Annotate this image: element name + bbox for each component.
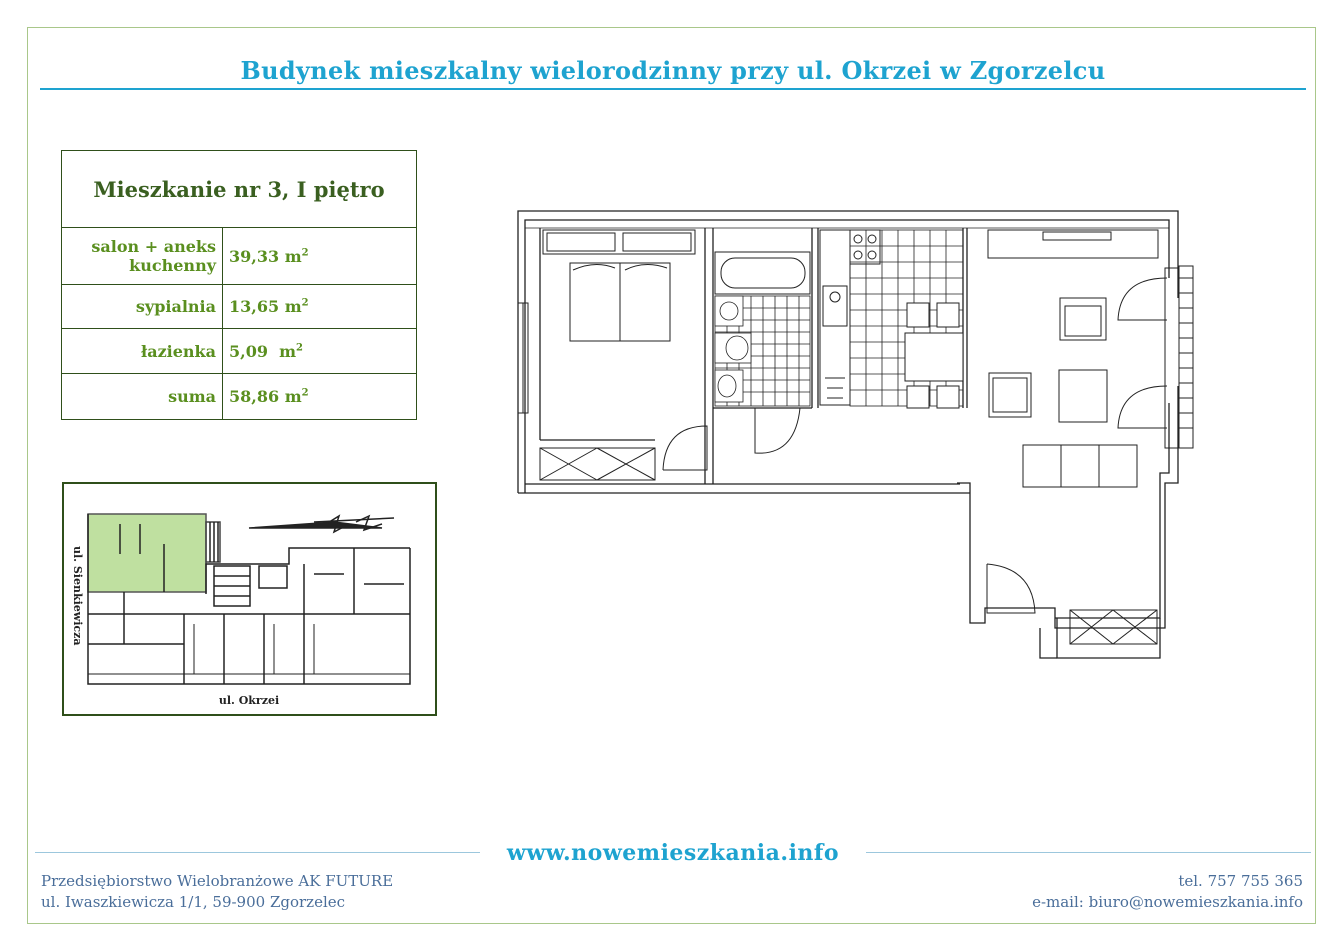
room-label-lazienka: łazienka	[62, 329, 223, 374]
street-left-label: ul. Sienkiewicza	[71, 546, 84, 646]
bathroom-tiles	[715, 296, 810, 406]
footer-rule-right	[866, 852, 1311, 853]
phone-number: tel. 757 755 365	[1178, 872, 1303, 890]
email-address[interactable]: e-mail: biuro@nowemieszkania.info	[1032, 893, 1303, 911]
total-label: suma	[62, 374, 223, 420]
door-bathroom	[755, 408, 800, 453]
room-value-salon: 39,33 $m^2$	[223, 228, 417, 285]
table-header-row	[62, 151, 417, 228]
site-plan-drawing	[64, 484, 435, 714]
coffee-table	[1059, 370, 1107, 422]
street-bottom-label: ul. Okrzei	[218, 694, 280, 707]
table-row	[62, 329, 417, 374]
table-row	[62, 374, 417, 420]
dining-table	[905, 303, 963, 408]
room-label-sypialnia: sypialnia	[62, 285, 223, 329]
table-row	[62, 285, 417, 329]
company-name: Przedsiębiorstwo Wielobranżowe AK FUTURE	[41, 872, 394, 890]
area-table	[61, 150, 417, 420]
room-value-sypialnia: 13,65 $m^2$	[223, 285, 417, 329]
kitchen-counter	[820, 230, 850, 405]
title-rule	[40, 88, 1306, 90]
wardrobe	[540, 448, 655, 480]
door-terrace	[1118, 268, 1179, 448]
terrace	[1179, 266, 1193, 448]
footer-rule-left	[35, 852, 480, 853]
site-plan	[62, 482, 437, 716]
cooktop	[850, 230, 880, 264]
armchair-top	[1060, 298, 1106, 340]
company-address: ul. Iwaszkiewicza 1/1, 59-900 Zgorzelec	[41, 893, 346, 911]
total-value: 58,86 $m^2$	[223, 374, 417, 420]
page-title: Budynek mieszkalny wielorodzinny przy ul. Okrzei w Zgorzelcu	[240, 56, 1106, 85]
bed	[543, 230, 695, 341]
door-bedroom	[663, 426, 707, 470]
living-cabinet	[988, 230, 1158, 258]
bathtub	[715, 252, 810, 294]
entrance-wardrobe	[1070, 610, 1157, 644]
room-label-salon: salon + aneks kuchenny	[62, 228, 223, 285]
table-row	[62, 228, 417, 285]
highlighted-apartment	[88, 514, 206, 592]
door-entrance	[987, 564, 1035, 613]
floor-plan	[515, 208, 1195, 668]
room-value-lazienka: 5,09 $m^2$	[223, 329, 417, 374]
north-arrow	[249, 516, 394, 532]
outer-walls	[518, 211, 1178, 658]
armchair-left	[989, 373, 1031, 417]
website-link[interactable]: www.nowemieszkania.info	[506, 840, 840, 866]
sofa	[1023, 445, 1137, 487]
apartment-title: Mieszkanie nr 3, I piętro	[62, 151, 417, 228]
